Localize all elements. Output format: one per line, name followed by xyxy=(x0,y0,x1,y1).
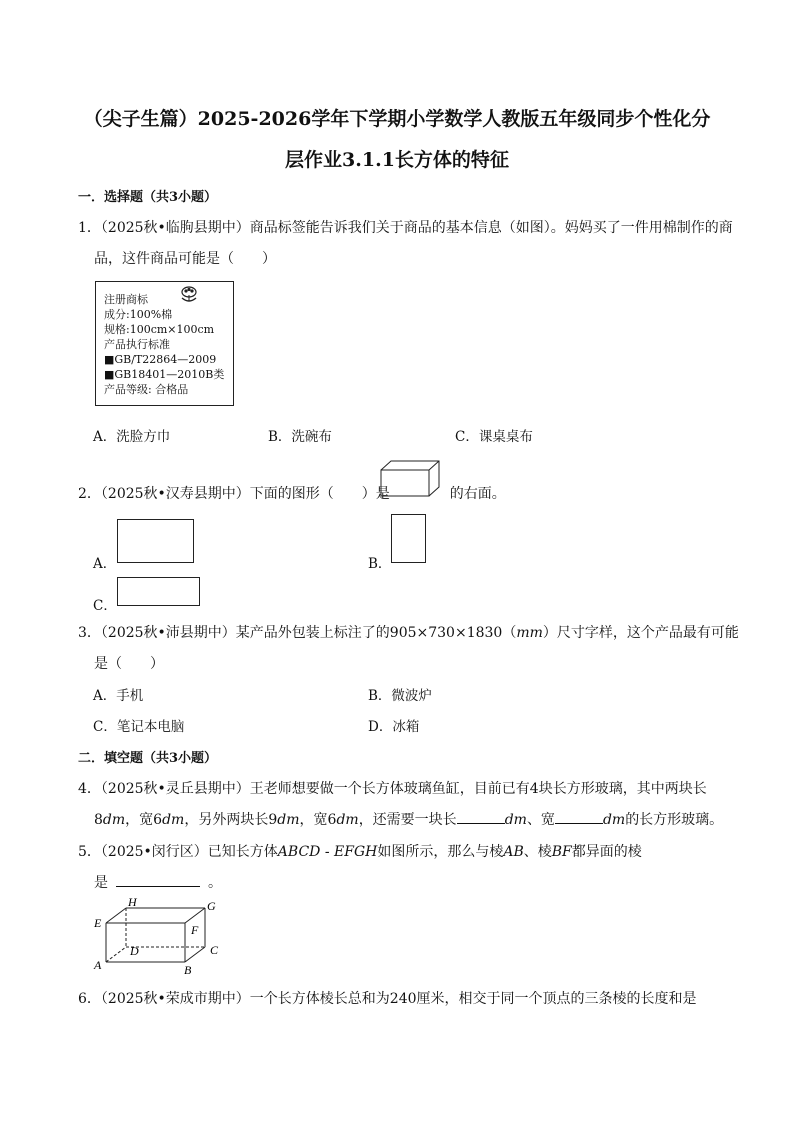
q3-text-a: 3．（2025秋•沛县期中）某产品外包装上标注了的905×730×1830（ xyxy=(78,625,517,641)
label-line: 成分:100%棉 xyxy=(104,308,173,321)
q2-option-c[interactable]: C． xyxy=(93,598,117,614)
q5-text: 如图所示，那么与棱 xyxy=(377,844,504,860)
q4-text: 的长方形玻璃。 xyxy=(625,812,724,828)
vertex-label: B xyxy=(184,963,192,977)
product-label-figure xyxy=(95,281,234,406)
q5-text: 是 xyxy=(94,875,108,891)
q4-unit: dm xyxy=(277,812,300,828)
q3-option-b[interactable]: B．微波炉 xyxy=(368,688,432,704)
q1-stem-line1: 1．（2025秋•临朐县期中）商品标签能告诉我们关于商品的基本信息（如图）。妈妈买了一件用棉制作的商 xyxy=(78,220,733,236)
q3-option-a[interactable]: A．手机 xyxy=(93,688,144,704)
q3-unit: mm xyxy=(516,625,543,641)
page-title-line1: （尖子生篇）2025-2026学年下学期小学数学人教版五年级同步个性化分 xyxy=(83,108,711,130)
q4-blank-width[interactable] xyxy=(555,809,603,824)
vertex-label: H xyxy=(128,896,137,909)
label-line: 产品执行标准 xyxy=(104,338,170,351)
q2-option-b-rectangle xyxy=(391,514,426,563)
q3-option-c[interactable]: C．笔记本电脑 xyxy=(93,719,185,735)
q1-option-c[interactable]: C．课桌桌布 xyxy=(455,429,533,445)
q5-stem-line2 xyxy=(94,872,222,892)
cuboid-abcd-efgh-figure xyxy=(88,896,228,978)
trademark-logo-icon xyxy=(178,285,200,305)
q4-unit: dm xyxy=(162,812,185,828)
q5-edge: BF xyxy=(551,844,572,860)
q4-unit: dm xyxy=(102,812,126,828)
q5-edge: AB xyxy=(503,844,524,860)
q3-text-b: ）尺寸字样，这个产品最有可能 xyxy=(542,625,739,641)
label-line: 规格:100cm×100cm xyxy=(104,323,215,336)
vertex-label: G xyxy=(207,899,216,913)
q3-stem-line1 xyxy=(78,622,739,642)
q5-box-name: ABCD - EFGH xyxy=(277,844,378,860)
q3-stem-line2: 是（ ） xyxy=(94,656,164,672)
q5-blank[interactable] xyxy=(116,872,200,887)
q1-stem-line2: 品，这件商品可能是（ ） xyxy=(94,251,276,267)
q2-stem xyxy=(78,483,506,503)
q2-option-b[interactable]: B． xyxy=(368,556,392,572)
vertex-label: F xyxy=(191,923,199,937)
vertex-label: E xyxy=(94,916,102,930)
q4-text: 8 xyxy=(94,812,103,828)
q5-text: 都异面的棱 xyxy=(571,844,642,860)
label-line: 注册商标 xyxy=(104,293,148,306)
section-heading-choice: 一．选择题（共3小题） xyxy=(78,190,218,205)
q6-stem-line1: 6．（2025秋•荣成市期中）一个长方体棱长总和为240厘米，相交于同一个顶点的三条棱的长度和是 xyxy=(78,991,697,1007)
q1-option-b[interactable]: B．洗碗布 xyxy=(268,429,332,445)
q4-stem-line2 xyxy=(94,809,723,829)
label-line: 产品等级: 合格品 xyxy=(104,383,189,396)
section-heading-fill: 二．填空题（共3小题） xyxy=(78,751,218,766)
page-title-line2: 层作业3.1.1长方体的特征 xyxy=(285,149,509,171)
q4-text: ，另外两块长9 xyxy=(184,812,278,828)
q4-blank-length[interactable] xyxy=(457,809,505,824)
vertex-label: D xyxy=(130,944,139,958)
q4-unit: dm xyxy=(602,812,626,828)
q5-text: 。 xyxy=(208,875,222,891)
q5-text: 5．（2025•闵行区）已知长方体 xyxy=(78,844,278,860)
q2-option-c-rectangle xyxy=(117,577,200,606)
q4-unit: dm xyxy=(504,812,527,828)
q4-text: 、宽 xyxy=(526,812,555,828)
q4-text: ，还需要一块长 xyxy=(358,812,457,828)
q5-stem-line1 xyxy=(78,841,642,861)
label-line: ■GB18401—2010B类 xyxy=(104,368,225,381)
q4-text: ，宽6 xyxy=(125,812,163,828)
q3-option-d[interactable]: D．冰箱 xyxy=(368,719,420,735)
q2-option-a[interactable]: A． xyxy=(93,556,117,572)
label-line: ■GB/T22864—2009 xyxy=(104,353,217,366)
q2-stem-pre: 2．（2025秋•汉寿县期中）下面的图形（ ）是 xyxy=(78,486,390,502)
q2-option-a-rectangle xyxy=(117,519,194,563)
q5-text: 、棱 xyxy=(523,844,552,860)
vertex-label: A xyxy=(94,958,102,972)
q4-unit: dm xyxy=(336,812,359,828)
vertex-label: C xyxy=(210,943,219,957)
cuboid-figure xyxy=(380,460,440,498)
q1-option-a[interactable]: A．洗脸方巾 xyxy=(93,429,171,445)
q4-text: ，宽6 xyxy=(299,812,337,828)
q4-stem-line1: 4．（2025秋•灵丘县期中）王老师想要做一个长方体玻璃鱼缸，目前已有4块长方形玻璃，其中两块长 xyxy=(78,781,707,797)
q2-stem-post: 的右面。 xyxy=(449,486,506,502)
